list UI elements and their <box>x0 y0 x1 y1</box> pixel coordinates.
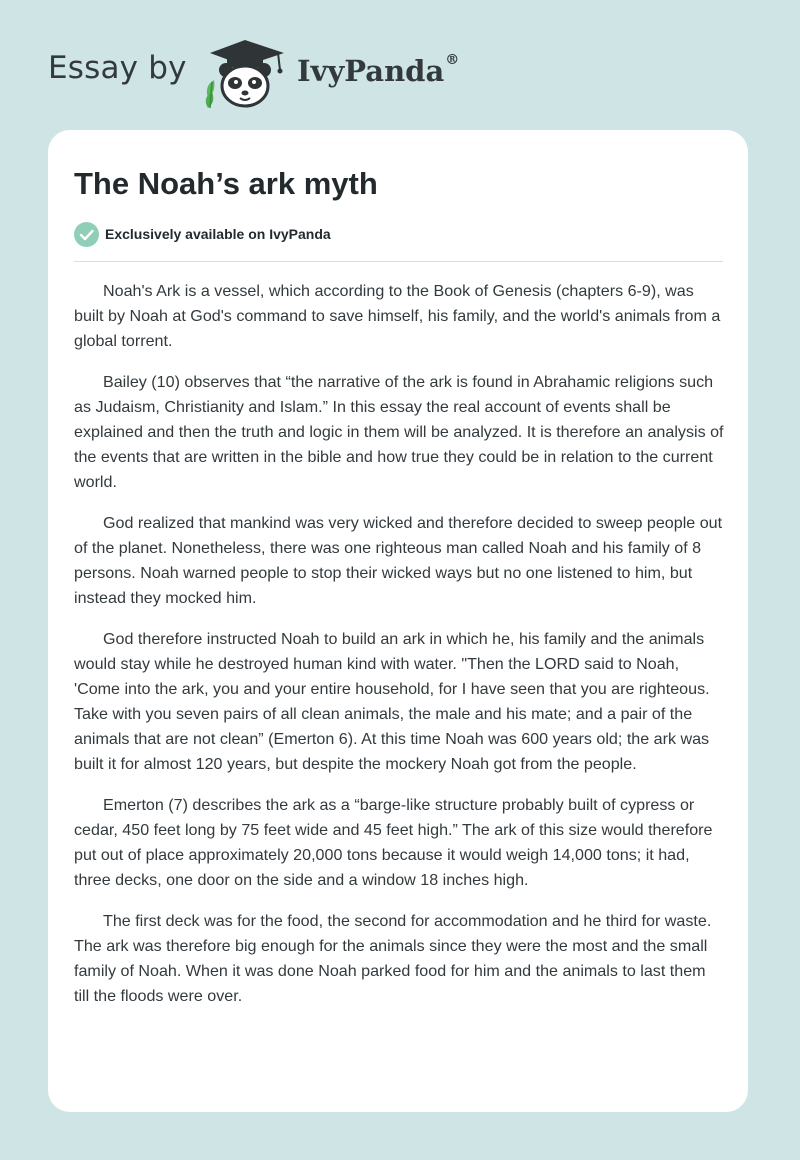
page-title: The Noah’s ark myth <box>74 166 378 201</box>
divider <box>74 261 723 262</box>
essay-card <box>48 130 748 1112</box>
paragraph-2: Bailey (10) observes that “the narrative of the ark is found in Abrahamic religions such as Judaism, Christianity and Islam.” In this essay the real account of events shall be explained and then the truth and logic in them will be analyzed. It is therefore an analysis of the events that are written in the bible and how true they could be in relation to the current world. <box>74 373 724 491</box>
paragraph-5: Emerton (7) describes the ark as a “barge-like structure probably built of cypress or cedar, 450 feet long by 75 feet wide and 45 feet high.” The ark of this size would therefore put out of place approximately 20,000 tons because it would weigh 14,000 tons; it had, three decks, one door on the side and a window 18 inches high. <box>74 796 713 889</box>
essay-by-label: Essay by <box>48 50 187 86</box>
exclusive-badge-label: Exclusively available on IvyPanda <box>105 226 331 242</box>
panda-graduate-icon <box>200 36 296 110</box>
exclusive-badge <box>74 221 331 247</box>
check-circle-icon <box>74 222 99 247</box>
paragraph-1: Noah's Ark is a vessel, which according to the Book of Genesis (chapters 6-9), was built by Noah at God's command to save himself, his family, and the world's animals from a global torrent. <box>74 282 721 350</box>
registered-mark: ® <box>445 52 460 68</box>
brand-name: IvyPanda® <box>297 52 460 88</box>
essay-body <box>74 279 724 1025</box>
site-header <box>0 0 800 130</box>
paragraph-4: God therefore instructed Noah to build an ark in which he, his family and the animals would stay while he destroyed human kind with water. "Then the LORD said to Noah, 'Come into the ark, you and your entire household, for I have seen that you are righteous. Take with you seven pairs of all clean animals, the male and his mate; and a pair of the animals that are not clean” (Emerton 6). At this time Noah was 600 years old; the ark was built it for almost 120 years, but despite the mockery Noah got from the people. <box>74 630 710 773</box>
paragraph-6: The first deck was for the food, the second for accommodation and he third for waste. The ark was therefore big enough for the animals since they were the most and the small family of Noah. When it was done Noah parked food for him and the animals to last them till the floods were over. <box>74 912 712 1005</box>
paragraph-3: God realized that mankind was very wicked and therefore decided to sweep people out of the planet. Nonetheless, there was one righteous man called Noah and his family of 8 persons. Noah warned people to stop their wicked ways but no one listened to him, but instead they mocked him. <box>74 514 723 607</box>
